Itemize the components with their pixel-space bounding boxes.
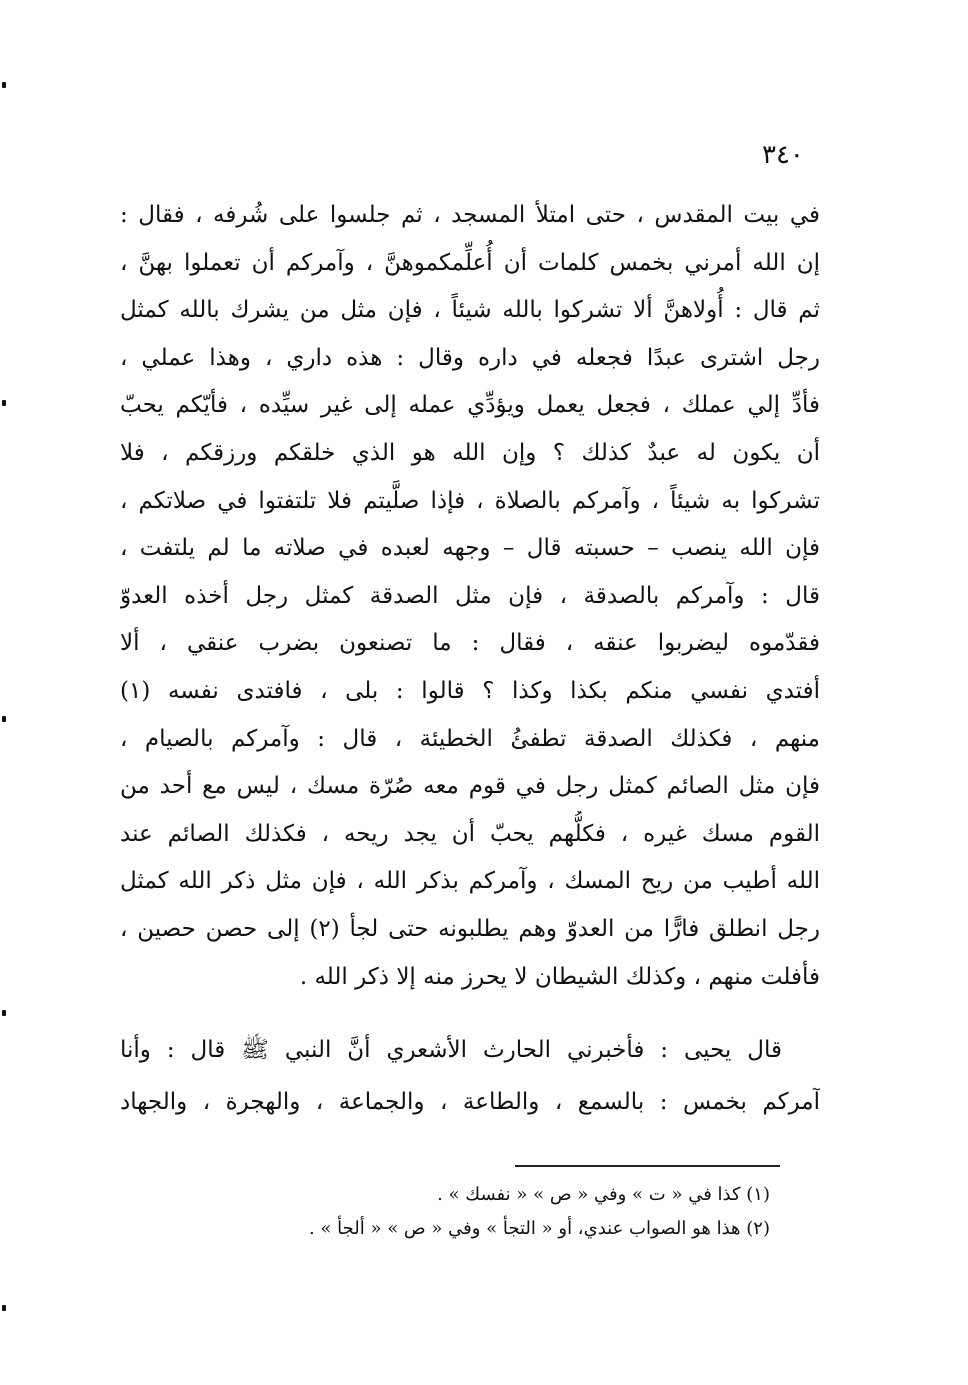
- text-line: إن الله أمرني بخمس كلمات أن أُعلِّمكموهنَّ ، وآمركم أن تعملوا بهنَّ ،: [120, 249, 820, 276]
- text-line: فإن مثل الصائم كمثل رجل في قوم معه صُرّة مسك ، ليس مع أحد من: [120, 773, 820, 800]
- text-line: تشركوا به شيئاً ، وآمركم بالصلاة ، فإذا صلَّيتم فلا تلتفتوا في صلاتكم ،: [120, 487, 820, 514]
- text-line: في بيت المقدس ، حتى امتلأ المسجد ، ثم جلسوا على شُرفه ، فقال :: [120, 202, 820, 228]
- text-line: ثم قال : أُولاهنَّ ألا تشركوا بالله شيئاً ، فإن مثل من يشرك بالله كمثل: [120, 297, 820, 324]
- text-line: فأفلت منهم ، وكذلك الشيطان لا يحرز منه إلا ذكر الله .: [299, 963, 820, 990]
- footnote-1: (١) كذا في « ت » وفي « ص » « نفسك » .: [437, 1184, 770, 1205]
- text-line: آمركم بخمس : بالسمع ، والطاعة ، والجماعة ، والهجرة ، والجهاد: [120, 1089, 820, 1115]
- text-line: رجل انطلق فارًّا من العدوّ وهم يطلبونه حتى لجأ (٢) إلى حصن حصين ،: [120, 915, 820, 942]
- text-line: قال : وآمركم بالصدقة ، فإن مثل الصدقة كمثل رجل أخذه العدوّ: [120, 582, 820, 609]
- text-line: رجل اشترى عبدًا فجعله في داره وقال : هذه داري ، وهذا عملي ،: [120, 344, 820, 371]
- margin-mark: [2, 400, 6, 406]
- footnote-2: (٢) هذا هو الصواب عندي، أو « التجأ » وفي « ص » « ألجأ » .: [308, 1218, 770, 1239]
- text-line: فقدّموه ليضربوا عنقه ، فقال : ما تصنعون بضرب عنقي ، ألا: [120, 630, 820, 657]
- text-line: القوم مسك غيره ، فكلُّهم يحبّ أن يجد ريحه ، فكذلك الصائم عند: [120, 820, 820, 847]
- margin-mark: [2, 1305, 6, 1311]
- text-line: أن يكون له عبدٌ كذلك ؟ وإن الله هو الذي خلقكم ورزقكم ، فلا: [120, 439, 820, 466]
- footnote-divider: [515, 1165, 780, 1167]
- margin-mark: [2, 1010, 6, 1016]
- text-line: الله أطيب من ريح المسك ، وآمركم بذكر الله ، فإن مثل ذكر الله كمثل: [120, 868, 820, 895]
- text-line: فإن الله ينصب – حسبته قال – وجهه لعبده في صلاته ما لم يلتفت ،: [120, 535, 820, 562]
- text-line: أفتدي نفسي منكم بكذا وكذا ؟ قالوا : بلى ، فافتدى نفسه (١): [120, 677, 820, 704]
- text-line: منهم ، فكذلك الصدقة تطفئُ الخطيئة ، قال : وآمركم بالصيام ،: [120, 725, 820, 752]
- text-line: قال يحيى : فأخبرني الحارث الأشعري أنَّ النبي ﷺ قال : وأنا: [120, 1037, 782, 1063]
- text-line: فأدِّ إلي عملك ، فجعل يعمل ويؤدِّي عمله إلى غير سيِّده ، فأيّكم يحبّ: [120, 392, 820, 419]
- page-number: ٣٤٠: [762, 140, 804, 170]
- footnotes: [200, 1178, 770, 1246]
- second-paragraph: [120, 1024, 820, 1128]
- margin-mark: [2, 716, 6, 722]
- main-text-block: [120, 192, 820, 1001]
- margin-mark: [2, 82, 6, 88]
